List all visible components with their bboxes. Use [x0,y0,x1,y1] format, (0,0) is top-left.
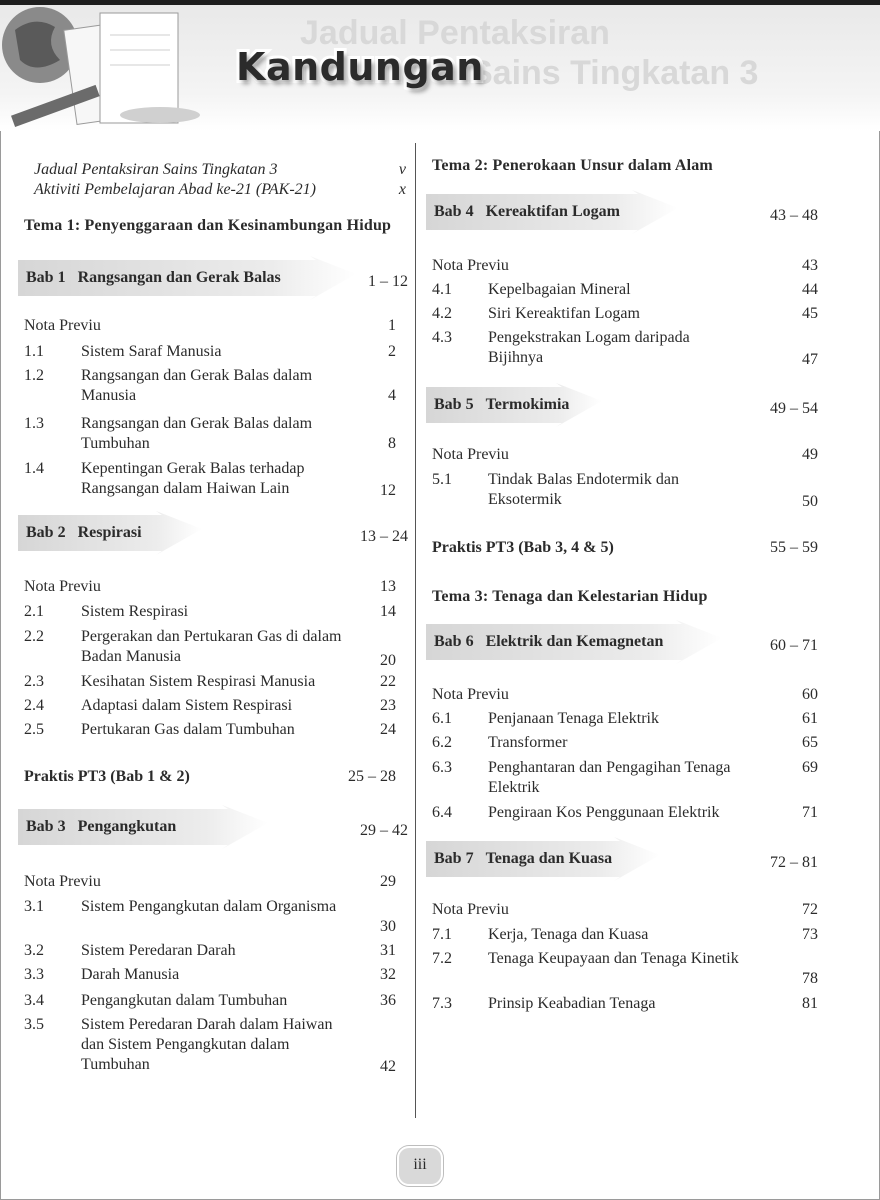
entry-title: Kepelbagaian Mineral [488,281,631,298]
chapter-title: Respirasi [77,524,142,541]
practice-page-range: 55 – 59 [770,539,818,556]
chapter-number: Bab 2 [26,524,66,541]
entry-title: Penjanaan Tenaga Elektrik [488,710,659,727]
entry-title: Nota Previu [24,578,101,595]
entry-number: 2.2 [24,628,44,645]
practice-page-range: 25 – 28 [348,768,396,785]
entry-title: Kerja, Tenaga dan Kuasa [488,926,649,943]
entry-title: Sistem Peredaran Darah dalam Haiwan dan Sistem Pengangkutan dalam Tumbuhan [81,1016,333,1073]
chapter-heading-bab6[interactable] [432,620,824,666]
chapter-label [26,818,176,836]
entry-page: 1 [388,317,396,334]
chapter-page-range: 1 – 12 [368,273,408,290]
chapter-number: Bab 6 [434,633,474,650]
entry-page: 81 [802,995,818,1012]
entry-number: 1.1 [24,343,44,360]
entry-number: 7.3 [432,995,452,1012]
entry-number: 7.2 [432,950,452,967]
entry-title: Nota Previu [432,901,509,918]
entry-page: 4 [388,387,396,404]
entry-number: 1.4 [24,460,44,477]
chapter-label [434,396,569,414]
entry-page: 2 [388,343,396,360]
entry-title: Kesihatan Sistem Respirasi Manusia [81,673,316,690]
entry-title: Sistem Peredaran Darah [81,942,236,959]
entry-page: 44 [802,281,818,298]
practice-heading[interactable] [432,539,824,557]
entry-number: 1.2 [24,367,44,384]
entry-number: 6.2 [432,734,452,751]
chapter-heading-bab2[interactable] [24,511,414,557]
chapter-number: Bab 1 [26,269,66,286]
page-number: iii [413,1156,427,1173]
entry-page: 32 [380,966,396,983]
chapter-page-range: 72 – 81 [770,854,818,871]
entry-number: 2.4 [24,697,44,714]
entry-page: 45 [802,305,818,322]
entry-title: Pertukaran Gas dalam Tumbuhan [81,721,295,738]
practice-title: Praktis PT3 (Bab 1 & 2) [24,768,190,785]
entry-page: 30 [380,918,396,935]
entry-number: 3.1 [24,898,44,915]
entry-title: Nota Previu [24,873,101,890]
entry-page: 43 [802,257,818,274]
background-ghost-text-2: Sains Tingkatan 3 [470,54,759,92]
chapter-page-range: 43 – 48 [770,207,818,224]
entry-title: Jadual Pentaksiran Sains Tingkatan 3 [34,161,278,178]
entry-page: 24 [380,721,396,738]
entry-page: 29 [380,873,396,890]
entry-number: 1.3 [24,415,44,432]
entry-page: 72 [802,901,818,918]
entry-title: Transformer [488,734,568,751]
entry-title: Siri Kereaktifan Logam [488,305,640,322]
entry-number: 2.3 [24,673,44,690]
entry-page: 65 [802,734,818,751]
chapter-heading-bab4[interactable] [432,190,824,236]
entry-number: 3.2 [24,942,44,959]
entry-title: Pengekstrakan Logam daripada Bijihnya [488,329,690,366]
entry-page: 36 [380,992,396,1009]
entry-title: Darah Manusia [81,966,180,983]
chapter-heading-bab3[interactable] [24,805,414,851]
chapter-heading-bab7[interactable] [432,837,824,883]
chapter-number: Bab 5 [434,396,474,413]
entry-number: 6.1 [432,710,452,727]
entry-page: 73 [802,926,818,943]
chapter-title: Elektrik dan Kemagnetan [485,633,664,650]
entry-title: Adaptasi dalam Sistem Respirasi [81,697,293,714]
entry-page: 12 [380,482,396,499]
entry-page: 22 [380,673,396,690]
entry-page: 49 [802,446,818,463]
chapter-number: Bab 7 [434,850,474,867]
entry-title: Sistem Respirasi [81,603,189,620]
entry-page: 50 [802,493,818,510]
entry-title: Pengiraan Kos Penggunaan Elektrik [488,804,720,821]
chapter-title: Rangsangan dan Gerak Balas [77,269,281,286]
chapter-title: Kereaktifan Logam [485,203,620,220]
entry-page: 61 [802,710,818,727]
column-divider [415,143,416,1118]
header-illustration [0,5,240,131]
entry-page: 47 [802,351,818,368]
tema-heading-3: Tema 3: Tenaga dan Kelestarian Hidup [432,588,708,605]
entry-title: Pengangkutan dalam Tumbuhan [81,992,288,1009]
entry-page: 69 [802,759,818,776]
entry-title: Aktiviti Pembelajaran Abad ke-21 (PAK-21) [34,181,317,198]
entry-title: Tindak Balas Endotermik dan Eksotermik [488,471,679,508]
chapter-label [434,850,612,868]
entry-title: Rangsangan dan Gerak Balas dalam Manusia [81,367,313,404]
chapter-page-range: 60 – 71 [770,637,818,654]
tema-heading-2: Tema 2: Penerokaan Unsur dalam Alam [432,157,713,174]
page-number-badge [397,1146,443,1186]
chapter-label [26,524,142,542]
entry-page: 13 [380,578,396,595]
entry-number: 2.5 [24,721,44,738]
chapter-label [26,269,281,287]
entry-page: 71 [802,804,818,821]
entry-number: 3.4 [24,992,44,1009]
chapter-page-range: 13 – 24 [360,528,408,545]
practice-title: Praktis PT3 (Bab 3, 4 & 5) [432,539,614,556]
chapter-label [434,203,620,221]
background-ghost-text: Jadual Pentaksiran [300,14,610,52]
entry-title: Tenaga Keupayaan dan Tenaga Kinetik [488,950,739,967]
entry-title: Sistem Saraf Manusia [81,343,222,360]
entry-title: Rangsangan dan Gerak Balas dalam Tumbuhan [81,415,313,452]
entry-page: v [398,161,406,178]
entry-page: x [398,181,406,198]
entry-title: Nota Previu [24,317,101,334]
entry-title: Nota Previu [432,686,509,703]
entry-title: Nota Previu [432,257,509,274]
entry-page: 78 [802,970,818,987]
entry-number: 4.3 [432,329,452,346]
entry-title: Sistem Pengangkutan dalam Organisma [81,898,337,915]
entry-number: 3.5 [24,1016,44,1033]
entry-number: 5.1 [432,471,452,488]
entry-title: Pergerakan dan Pertukaran Gas di dalam Badan Manusia [81,628,342,665]
entry-number: 2.1 [24,603,44,620]
entry-title: Prinsip Keabadian Tenaga [488,995,656,1012]
chapter-heading-bab1[interactable] [24,256,414,302]
entry-page: 42 [380,1058,396,1075]
entry-page: 60 [802,686,818,703]
page-title: Kandungan [236,45,484,89]
chapter-title: Termokimia [485,396,570,413]
chapter-title: Tenaga dan Kuasa [485,850,613,867]
entry-number: 3.3 [24,966,44,983]
chapter-label [434,633,663,651]
chapter-heading-bab5[interactable] [432,383,824,429]
entry-page: 8 [388,435,396,452]
entry-page: 14 [380,603,396,620]
entry-number: 4.1 [432,281,452,298]
entry-number: 4.2 [432,305,452,322]
entry-title: Nota Previu [432,446,509,463]
entry-page: 31 [380,942,396,959]
entry-number: 7.1 [432,926,452,943]
entry-title: Penghantaran dan Pengagihan Tenaga Elektrik [488,759,731,796]
chapter-title: Pengangkutan [77,818,177,835]
entry-number: 6.3 [432,759,452,776]
entry-page: 20 [380,652,396,669]
chapter-number: Bab 4 [434,203,474,220]
tema-heading-1: Tema 1: Penyenggaraan dan Kesinambungan Hidup [24,217,392,234]
chapter-number: Bab 3 [26,818,66,835]
practice-heading[interactable] [24,768,414,786]
chapter-page-range: 49 – 54 [770,400,818,417]
entry-title: Kepentingan Gerak Balas terhadap Rangsangan dalam Haiwan Lain [81,460,305,497]
entry-number: 6.4 [432,804,452,821]
chapter-page-range: 29 – 42 [360,822,408,839]
entry-page: 23 [380,697,396,714]
